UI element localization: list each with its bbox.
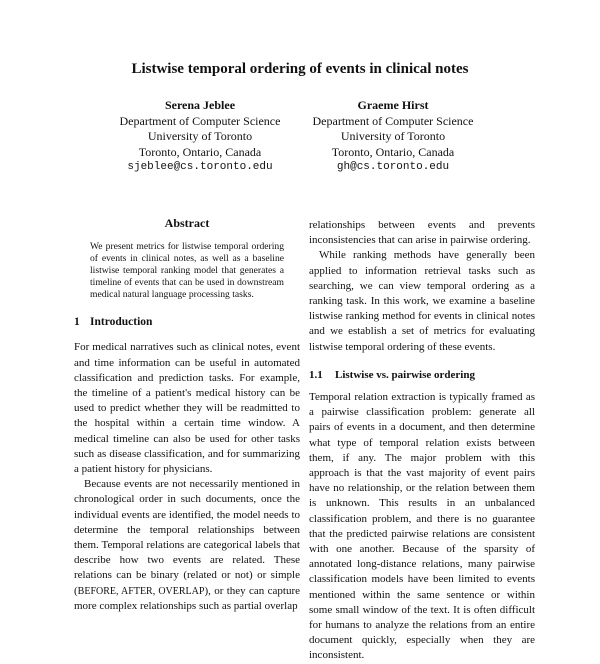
author-block-2	[278, 98, 508, 176]
author-department: Department of Computer Science	[312, 113, 474, 128]
author-name: Graeme Hirst	[357, 98, 429, 112]
body-paragraph-2: While ranking methods have generally been applied to information retrieval tasks such as searching, we can view temporal ordering as a ranking task. In this work, we examine a baseline listwise ranking method for events in clinical notes and we establish a set of metrics for evaluating listwise temporal ordering of these events.	[309, 249, 535, 353]
intro-paragraph-2-tail: ), or they can capture more complex relationships such as partial overlap	[74, 584, 300, 612]
author-email: sjeblee@cs.toronto.edu	[127, 161, 273, 173]
relation-labels: BEFORE, AFTER, OVERLAP	[77, 585, 205, 597]
author-name: Serena Jeblee	[164, 98, 236, 112]
author-location: Toronto, Ontario, Canada	[138, 144, 262, 159]
intro-paragraph-1: For medical narratives such as clinical notes, event and time information can be useful in automated classification and prediction tasks. For example, the timeline of a patient's medical history can be used to predict whether they will be readmitted to the hospital within a certain time window. A medical timeline can also be used for other tasks such as disease classification, and for summarizing a patient history for physicians.	[74, 341, 300, 476]
paper-title: Listwise temporal ordering of events in clinical notes	[131, 61, 469, 77]
subsection-title: Listwise vs. pairwise ordering	[335, 368, 475, 381]
author-university: University of Toronto	[340, 129, 446, 143]
right-column	[309, 218, 535, 664]
subsection-number: 1.1	[309, 368, 323, 381]
author-department: Department of Computer Science	[119, 113, 281, 128]
section-title: Introduction	[90, 316, 153, 329]
author-location: Toronto, Ontario, Canada	[331, 144, 455, 159]
body-paragraph-3: Temporal relation extraction is typically framed as a pairwise classification problem: generate all pairs of events in a document, and then determine what type of temporal relation exists between them, if any. The major problem with this approach is that the vast majority of event pairs have no relationship, or the relation between them is unknown. This results in an unbalanced classification problem, and there is no guarantee that the predicted pairwise relations are consistent with one another. Because of the sparsity of annotated long-distance relations, many pairwise classification models have been limited to events mentioned within the same sentence or within some small window of the text. It is often difficult for humans to analyze the relations from an entire document quickly, especially when they are inconsistent.	[309, 391, 535, 662]
subsection-heading	[309, 368, 535, 383]
intro-paragraph-2	[74, 477, 300, 614]
author-email: gh@cs.toronto.edu	[336, 161, 450, 173]
left-column	[74, 216, 300, 614]
author-university: University of Toronto	[147, 129, 253, 143]
abstract-text: We present metrics for listwise temporal ordering of events in clinical notes, as well as a baseline listwise temporal ranking model that generates a timeline of events that can be used in downstream medical natural language processing tasks.	[90, 241, 284, 301]
section-heading-introduction	[74, 315, 300, 330]
body-paragraph-1: relationships between events and prevents inconsistencies that can arise in pairwise ordering.	[309, 219, 535, 247]
abstract-heading: Abstract	[164, 216, 210, 230]
section-number: 1	[74, 316, 80, 329]
intro-paragraph-2-text: Because events are not necessarily mentioned in chronological order in such documents, once the individual events are identified, the model needs to determine the temporal relationships between them. Temporal relations are categorical labels that describe how two events are related. These relations can be binary (related or not) or simple (	[74, 478, 300, 597]
